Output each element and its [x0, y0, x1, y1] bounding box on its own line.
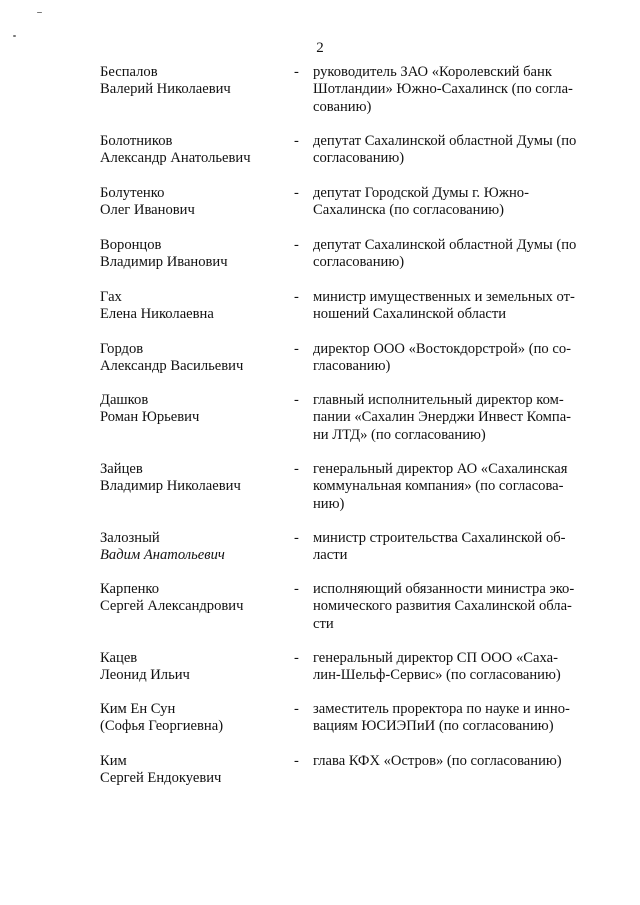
- member-name: [100, 289, 285, 324]
- role-line: руководитель ЗАО «Королевский банк: [313, 64, 552, 80]
- member-surname: Болутенко: [100, 185, 165, 201]
- member-surname: Гах: [100, 289, 122, 305]
- role-line: главный исполнительный директор ком-: [313, 392, 564, 408]
- role-line: генеральный директор СП ООО «Саха-: [313, 650, 558, 666]
- separator-dash: -: [294, 341, 299, 357]
- member-name: [100, 185, 285, 220]
- member-role: [313, 581, 587, 633]
- role-line: заместитель проректора по науке и инно-: [313, 701, 570, 717]
- member-given-names: Владимир Иванович: [100, 254, 228, 271]
- member-name: [100, 650, 285, 685]
- member-role: [313, 289, 587, 324]
- member-role: [313, 461, 587, 513]
- member-given-names: Сергей Александрович: [100, 598, 244, 615]
- member-given-names: Владимир Николаевич: [100, 478, 241, 495]
- member-given-names: Вадим Анатольевич: [100, 547, 225, 564]
- role-line: номического развития Сахалинской обла-: [313, 598, 572, 615]
- member-role: [313, 650, 587, 685]
- role-line: министр строительства Сахалинской об-: [313, 530, 566, 546]
- role-line: Сахалинска (по согласованию): [313, 202, 505, 219]
- member-given-names: Александр Анатольевич: [100, 150, 251, 167]
- role-line: гласованию): [313, 358, 391, 375]
- separator-dash: -: [294, 701, 299, 717]
- role-line: ношений Сахалинской области: [313, 306, 507, 323]
- separator-dash: -: [294, 530, 299, 546]
- member-name: [100, 392, 285, 427]
- member-role: [313, 133, 587, 168]
- role-line: исполняющий обязанности министра эко-: [313, 581, 575, 597]
- role-line: ласти: [313, 547, 348, 564]
- role-line: директор ООО «Востокдорстрой» (по со-: [313, 341, 571, 357]
- member-role: [313, 237, 587, 272]
- member-role: [313, 753, 587, 770]
- role-line: лин-Шельф-Сервис» (по согласованию): [313, 667, 561, 684]
- role-line: сованию): [313, 98, 372, 115]
- member-name: [100, 341, 285, 376]
- role-line: глава КФХ «Остров» (по согласованию): [313, 753, 562, 769]
- role-line: генеральный директор АО «Сахалинская: [313, 461, 568, 477]
- member-given-names: Олег Иванович: [100, 202, 195, 219]
- separator-dash: -: [294, 461, 299, 477]
- role-line: вациям ЮСИЭПиИ (по согласованию): [313, 718, 554, 735]
- member-surname: Воронцов: [100, 237, 162, 253]
- separator-dash: -: [294, 64, 299, 80]
- member-given-names: Елена Николаевна: [100, 306, 214, 323]
- member-role: [313, 185, 587, 220]
- member-surname: Кацев: [100, 650, 138, 666]
- member-surname: Болотников: [100, 133, 173, 149]
- separator-dash: -: [294, 133, 299, 149]
- member-role: [313, 530, 587, 565]
- member-surname: Беспалов: [100, 64, 158, 80]
- member-surname: Гордов: [100, 341, 144, 357]
- role-line: согласованию): [313, 150, 405, 167]
- role-line: депутат Городской Думы г. Южно-: [313, 185, 529, 201]
- role-line: нию): [313, 495, 345, 512]
- member-role: [313, 341, 587, 376]
- role-line: депутат Сахалинской областной Думы (по: [313, 237, 577, 253]
- member-given-names: Леонид Ильич: [100, 667, 190, 684]
- role-line: министр имущественных и земельных от-: [313, 289, 575, 305]
- member-name: [100, 701, 285, 736]
- member-given-names: Александр Васильевич: [100, 358, 244, 375]
- member-name: [100, 64, 285, 99]
- member-surname: Залозный: [100, 530, 160, 546]
- scan-speck: [13, 35, 16, 37]
- role-line: ни ЛТД» (по согласованию): [313, 426, 486, 443]
- member-role: [313, 392, 587, 444]
- member-surname: Ким Ен Сун: [100, 701, 176, 717]
- role-line: коммунальная компания» (по согласова-: [313, 478, 564, 495]
- member-surname: Зайцев: [100, 461, 143, 477]
- role-line: депутат Сахалинской областной Думы (по: [313, 133, 577, 149]
- member-given-names: Валерий Николаевич: [100, 81, 231, 98]
- scan-speck: [37, 12, 42, 13]
- member-name: [100, 530, 285, 565]
- role-line: пании «Сахалин Энерджи Инвест Компа-: [313, 409, 572, 426]
- separator-dash: -: [294, 650, 299, 666]
- separator-dash: -: [294, 392, 299, 408]
- member-surname: Дашков: [100, 392, 149, 408]
- member-role: [313, 701, 587, 736]
- member-surname: Ким: [100, 753, 127, 769]
- member-name: [100, 581, 285, 616]
- separator-dash: -: [294, 753, 299, 769]
- role-line: согласованию): [313, 254, 405, 271]
- member-surname: Карпенко: [100, 581, 160, 597]
- page-number: 2: [316, 40, 324, 56]
- role-line: сти: [313, 615, 334, 632]
- member-given-names: (Софья Георгиевна): [100, 718, 224, 735]
- separator-dash: -: [294, 289, 299, 305]
- member-given-names: Роман Юрьевич: [100, 409, 200, 426]
- member-name: [100, 133, 285, 168]
- member-given-names: Сергей Ендокуевич: [100, 770, 222, 787]
- member-name: [100, 461, 285, 496]
- separator-dash: -: [294, 237, 299, 253]
- member-name: [100, 753, 285, 788]
- member-name: [100, 237, 285, 272]
- member-role: [313, 64, 587, 116]
- separator-dash: -: [294, 581, 299, 597]
- separator-dash: -: [294, 185, 299, 201]
- role-line: Шотландии» Южно-Сахалинск (по согла-: [313, 81, 573, 98]
